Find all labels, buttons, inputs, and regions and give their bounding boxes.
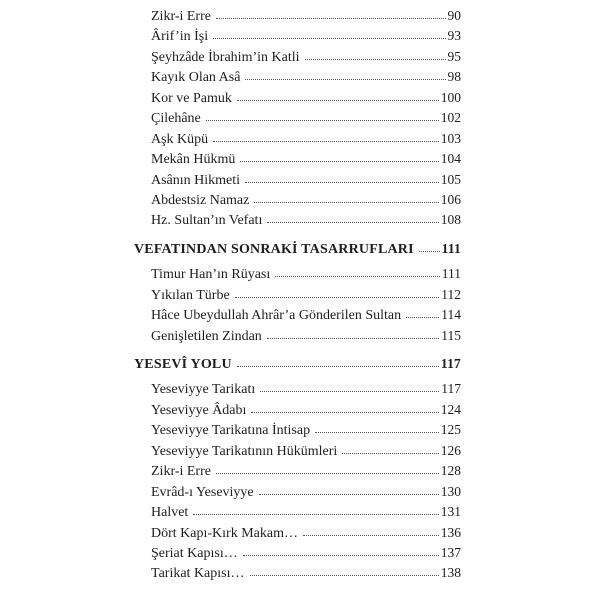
toc-item-row [134,129,461,149]
dotted-leader [419,251,440,252]
toc-entry-title: Genişletilen Zindan [151,328,262,344]
toc-entry-page-number: 126 [440,442,461,458]
toc-entry-title: Yıkılan Türbe [151,287,230,303]
toc-entry-title: Yeseviyye Tarikatının Hükümleri [151,443,338,459]
toc-item-row [134,400,461,420]
dotted-leader [305,59,446,60]
dotted-leader [245,79,445,80]
toc-entry-title: Dört Kapı-Kırk Makam… [151,525,298,541]
toc-entry-page-number: 124 [440,401,461,417]
toc-entry-page-number: 111 [441,266,461,282]
toc-entry-page-number: 130 [440,483,461,499]
toc-item-row [134,461,461,481]
toc-entry-page-number: 136 [440,524,461,540]
toc-entry-title: Yeseviyye Tarikatına İntisap [151,423,311,439]
toc-entry-page-number: 117 [440,356,461,371]
dotted-leader [251,412,438,413]
toc-entry-page-number: 117 [441,381,461,397]
dotted-leader [235,297,440,298]
dotted-leader [237,100,439,101]
toc-item-row [134,6,461,26]
toc-entry-page-number: 125 [440,422,461,438]
dotted-leader [303,535,439,536]
toc-entry-page-number: 111 [441,240,461,256]
toc-entry-page-number: 128 [440,463,461,479]
toc-entry-page-number: 137 [440,544,461,560]
dotted-leader [315,432,439,433]
toc-entry-page-number: 112 [441,286,461,302]
toc-heading-row [134,239,461,259]
toc-entry-title: Kayık Olan Asâ [151,70,241,86]
toc-entry-title: Timur Han’ın Rüyası [151,267,271,283]
toc-item-row [134,441,461,461]
toc-entry-title: Yeseviyye Âdabı [151,402,247,418]
toc-entry-title: Abdestsiz Namaz [151,192,250,208]
toc-item-row [134,285,461,305]
toc-entry-title: Ârif’in İşi [151,29,209,45]
toc-entry-title: Hâce Ubeydullah Ahrâr’a Gönderilen Sultan [151,308,402,324]
toc-entry-title: Aşk Küpü [151,131,209,147]
dotted-leader [275,276,439,277]
dotted-leader [342,453,438,454]
toc-entry-title: Şeriat Kapısı… [151,545,238,561]
toc-item-row [134,379,461,399]
dotted-leader [245,182,439,183]
toc-list [134,6,461,584]
dotted-leader [193,514,438,515]
dotted-leader [216,18,446,19]
toc-item-row [134,108,461,128]
dotted-leader [406,317,439,318]
toc-entry-title: Zikr-i Erre [151,464,211,480]
dotted-leader [213,38,445,39]
toc-entry-page-number: 100 [440,89,461,105]
toc-heading-title: YESEVÎ YOLU [134,357,232,372]
dotted-leader [237,366,439,367]
dotted-leader [213,141,439,142]
toc-entry-page-number: 90 [447,8,461,23]
toc-entry-title: Kor ve Pamuk [151,90,232,106]
toc-heading-title: VEFATINDAN SONRAKİ TASARRUFLARI [134,241,414,257]
dotted-leader [267,338,439,339]
toc-item-row [134,190,461,210]
dotted-leader [216,473,439,474]
toc-entry-page-number: 106 [440,191,461,207]
toc-entry-page-number: 93 [447,28,461,44]
toc-item-row [134,170,461,190]
toc-item-row [134,67,461,87]
toc-item-row [134,563,461,583]
toc-entry-page-number: 131 [440,504,461,520]
toc-entry-page-number: 104 [440,151,461,167]
toc-item-row [134,523,461,543]
dotted-leader [254,202,438,203]
toc-item-row [134,210,461,230]
toc-entry-page-number: 95 [447,48,461,64]
toc-entry-title: Halvet [151,505,189,521]
toc-entry-title: Evrâd-ı Yeseviyye [151,484,254,500]
toc-item-row [134,482,461,502]
dotted-leader [206,120,439,121]
dotted-leader [250,575,439,576]
toc-entry-title: Hz. Sultan’ın Vefatı [151,213,263,229]
toc-item-row [134,149,461,169]
toc-entry-page-number: 103 [440,130,461,146]
dotted-leader [243,555,439,556]
toc-entry-title: Mekân Hükmü [151,152,236,168]
toc-entry-title: Şeyhzâde İbrahim’in Katli [151,49,300,65]
toc-entry-title: Tarikat Kapısı… [151,566,245,582]
toc-item-row [134,26,461,46]
dotted-leader [267,222,438,223]
dotted-leader [260,391,439,392]
toc-item-row [134,264,461,284]
toc-item-row [134,420,461,440]
toc-entry-page-number: 138 [440,565,461,581]
toc-entry-page-number: 114 [441,307,461,323]
toc-item-row [134,305,461,325]
toc-entry-title: Yeseviyye Tarikatı [151,382,256,398]
toc-heading-row [134,354,461,374]
toc-entry-page-number: 105 [440,171,461,187]
toc-item-row [134,88,461,108]
dotted-leader [259,494,439,495]
toc-item-row [134,47,461,67]
toc-entry-title: Asânın Hikmeti [151,172,241,188]
toc-entry-title: Zikr-i Erre [151,9,211,24]
toc-entry-page-number: 108 [440,212,461,228]
toc-entry-title: Çilehâne [151,111,201,127]
toc-entry-page-number: 115 [441,327,461,343]
toc-item-row [134,326,461,346]
toc-item-row [134,543,461,563]
toc-entry-page-number: 98 [447,69,461,85]
dotted-leader [240,161,438,162]
toc-item-row [134,502,461,522]
toc-entry-page-number: 102 [440,110,461,126]
